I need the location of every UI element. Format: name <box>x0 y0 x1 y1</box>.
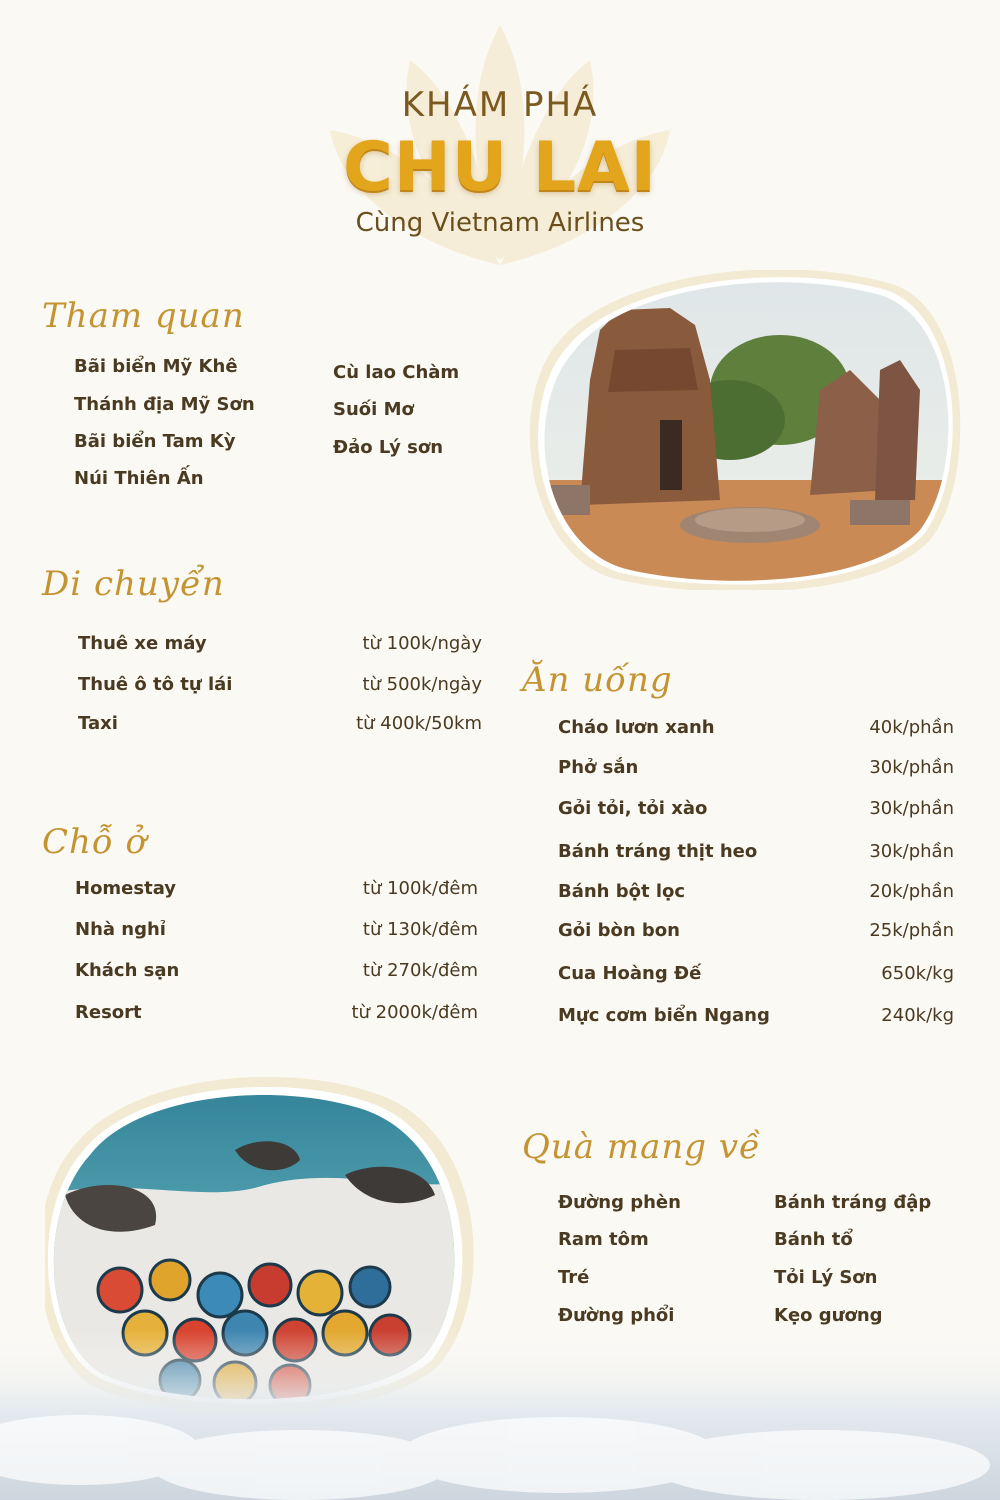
sight-item: Bãi biển Tam Kỳ <box>74 431 236 452</box>
sight-item: Đảo Lý sơn <box>333 437 444 458</box>
sight-item: Cù lao Chàm <box>333 362 460 383</box>
gift-item: Đường phèn <box>558 1192 681 1213</box>
lodging-name: Khách sạn <box>75 960 180 981</box>
food-name: Cháo lươn xanh <box>558 717 715 738</box>
food-name: Bánh tráng thịt heo <box>558 841 758 862</box>
food-price: 20k/phần <box>869 881 954 902</box>
gift-item: Kẹo gương <box>774 1305 883 1326</box>
lodging-price: từ 270k/đêm <box>362 960 478 981</box>
gift-item: Tré <box>558 1267 590 1288</box>
title-main: CHU LAI <box>343 128 657 207</box>
food-price: 30k/phần <box>869 798 954 819</box>
food-price: 40k/phần <box>869 717 954 738</box>
transport-name: Taxi <box>78 713 118 734</box>
food-price: 30k/phần <box>869 757 954 778</box>
heading-gifts: Quà mang về <box>522 1127 761 1167</box>
heading-food: Ăn uống <box>522 660 673 700</box>
transport-name: Thuê ô tô tự lái <box>78 674 233 695</box>
food-name: Mực cơm biển Ngang <box>558 1005 770 1026</box>
lodging-price: từ 2000k/đêm <box>351 1002 478 1023</box>
transport-name: Thuê xe máy <box>78 633 207 654</box>
food-name: Gỏi bòn bon <box>558 920 680 941</box>
sight-item: Suối Mơ <box>333 399 414 420</box>
title-subtitle: Cùng Vietnam Airlines <box>355 208 645 238</box>
lodging-price: từ 100k/đêm <box>362 878 478 899</box>
lodging-name: Nhà nghỉ <box>75 919 166 940</box>
food-name: Cua Hoàng Đế <box>558 963 702 984</box>
food-name: Phở sắn <box>558 757 639 778</box>
lodging-name: Homestay <box>75 878 177 899</box>
heading-sightseeing: Tham quan <box>42 296 245 336</box>
food-price: 240k/kg <box>881 1005 954 1026</box>
transport-price: từ 100k/ngày <box>362 633 482 654</box>
gift-item: Bánh tráng đập <box>774 1192 932 1213</box>
transport-price: từ 400k/50km <box>356 713 482 734</box>
gift-item: Đường phổi <box>558 1305 675 1326</box>
gift-item: Ram tôm <box>558 1229 649 1250</box>
food-name: Bánh bột lọc <box>558 881 686 902</box>
food-name: Gỏi tỏi, tỏi xào <box>558 798 708 819</box>
heading-transport: Di chuyển <box>42 564 225 604</box>
food-price: 25k/phần <box>869 920 954 941</box>
title-line-1: KHÁM PHÁ <box>401 85 599 125</box>
lodging-price: từ 130k/đêm <box>362 919 478 940</box>
gift-item: Bánh tổ <box>774 1229 853 1250</box>
temple-photo <box>520 270 965 590</box>
food-price: 650k/kg <box>881 963 954 984</box>
food-price: 30k/phần <box>869 841 954 862</box>
lodging-name: Resort <box>75 1002 142 1023</box>
heading-lodging: Chỗ ở <box>42 822 147 862</box>
sight-item: Núi Thiên Ấn <box>74 468 204 489</box>
sight-item: Bãi biển Mỹ Khê <box>74 356 238 377</box>
cloud-decoration <box>0 1330 1000 1500</box>
transport-price: từ 500k/ngày <box>362 674 482 695</box>
gift-item: Tỏi Lý Sơn <box>774 1267 878 1288</box>
sight-item: Thánh địa Mỹ Sơn <box>74 394 255 415</box>
